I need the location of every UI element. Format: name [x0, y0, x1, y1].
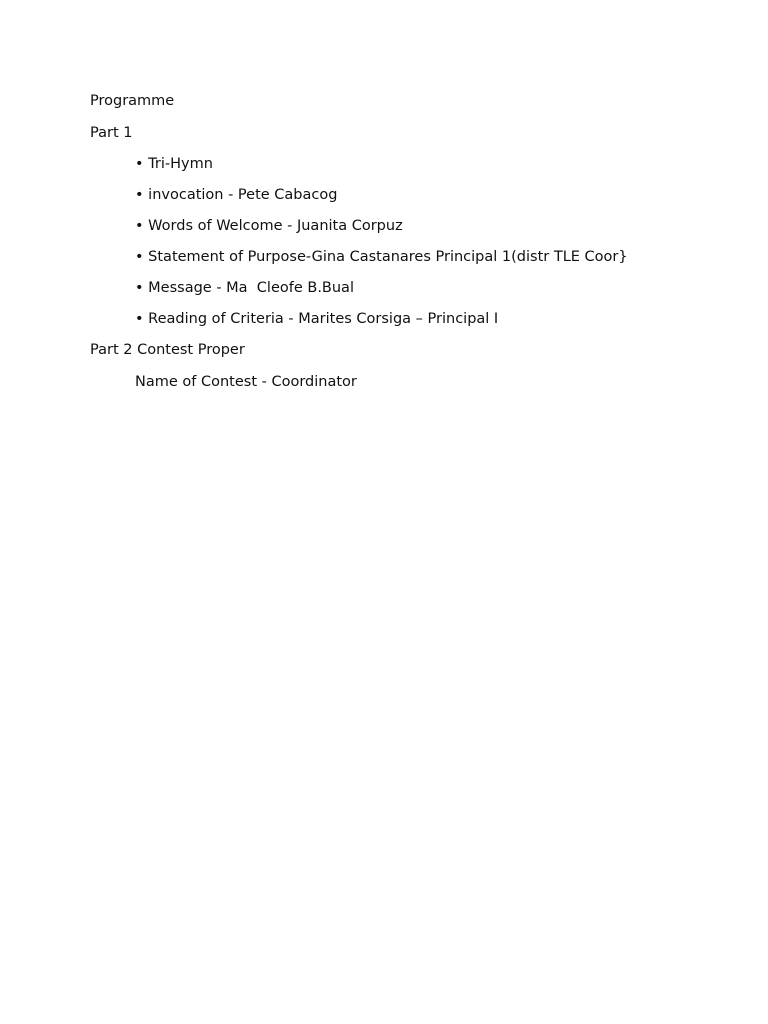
bullet-icon: •	[135, 249, 144, 265]
list-item	[135, 248, 628, 266]
bullet-icon: •	[135, 311, 144, 327]
list-item	[135, 217, 403, 235]
list-item	[135, 155, 213, 173]
list-item-text: Statement of Purpose-Gina Castanares Principal 1(distr TLE Coor}	[148, 249, 628, 265]
bullet-icon: •	[135, 156, 144, 172]
part2-heading: Part 2 Contest Proper	[90, 342, 245, 358]
part1-heading: Part 1	[90, 125, 133, 141]
list-item-text: Words of Welcome - Juanita Corpuz	[148, 218, 403, 234]
list-item-text: Message - Ma Cleofe B.Bual	[148, 280, 354, 296]
part2-line: Name of Contest - Coordinator	[135, 374, 357, 390]
list-item-text: Tri-Hymn	[148, 156, 213, 172]
list-item	[135, 310, 498, 328]
bullet-icon: •	[135, 218, 144, 234]
list-item	[135, 279, 354, 297]
list-item-text: invocation - Pete Cabacog	[148, 187, 338, 203]
bullet-icon: •	[135, 280, 144, 296]
list-item	[135, 186, 337, 204]
document-title: Programme	[90, 93, 175, 109]
list-item-text: Reading of Criteria - Marites Corsiga – Principal I	[148, 311, 499, 327]
bullet-icon: •	[135, 187, 144, 203]
